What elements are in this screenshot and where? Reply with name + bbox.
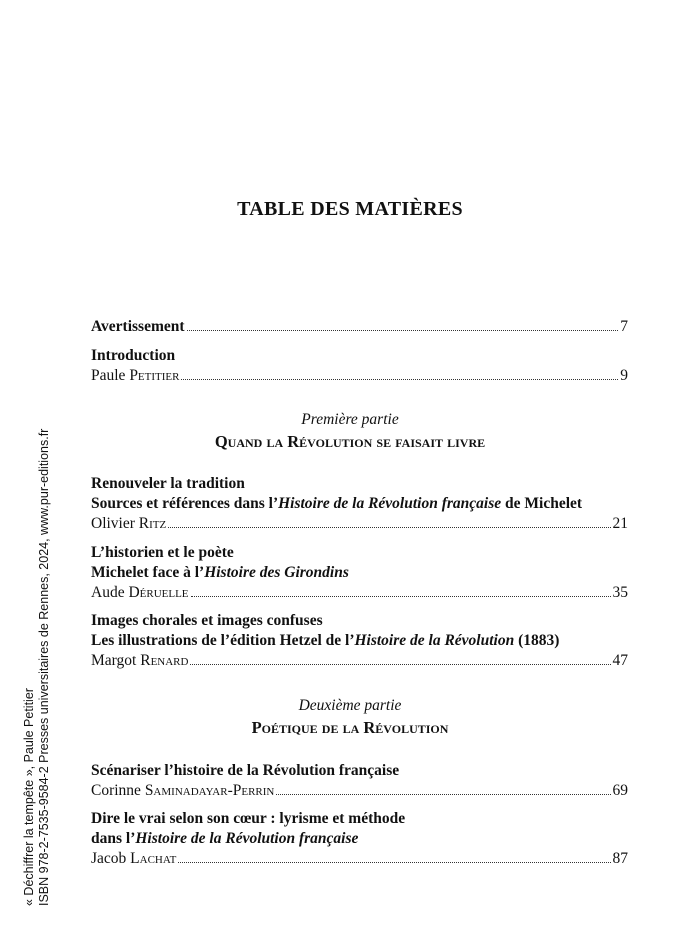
leader-dots [178,861,610,863]
page-number: 87 [612,850,628,867]
part-label: Première partie [301,411,399,428]
page-number: 21 [612,515,628,532]
page-number: 69 [612,782,628,799]
leader-dots [276,793,610,795]
part-title: Quand la Révolution se faisait livre [214,432,486,451]
part-title: Poétique de la Révolution [251,718,449,737]
leader-dots [191,595,611,597]
toc-entry-avertissement[interactable] [91,317,628,337]
toc-entry-title: Avertissement [91,318,185,335]
page-number: 7 [620,318,628,335]
toc-entry-deruelle[interactable] [91,543,628,603]
author-last: Renard [140,652,189,669]
toc-entry-title: L’historien et le poète [91,544,234,561]
toc-entry-ritz[interactable] [91,474,628,534]
author-first: Olivier [91,515,135,532]
side-citation-line1: « Déchiffrer la tempête », Paule Petitier [22,688,36,906]
side-citation-line2: ISBN 978-2-7535-9584-2 Presses universitaires de Rennes, 2024, www.pur-editions.fr [37,428,51,906]
toc-entry-subtitle: Les illustrations de l’édition Hetzel de l’Histoire de la Révolution (1883) [91,632,560,649]
author-last: Ritz [138,515,167,532]
toc-entry-title: Images chorales et images confuses [91,612,323,629]
author-first: Jacob [91,850,127,867]
author-first: Aude [91,584,125,601]
toc-entry-saminadayar[interactable] [91,761,628,801]
leader-dots [187,329,619,331]
part-label: Deuxième partie [298,697,402,714]
toc-entry-title: Renouveler la tradition [91,475,245,492]
author-first: Corinne [91,782,141,799]
author-first: Paule [91,367,126,384]
toc-entry-subtitle: Michelet face à l’Histoire des Girondins [91,564,349,581]
page-number: 35 [612,584,628,601]
author [91,583,189,603]
author-last: Déruelle [128,584,189,601]
author [91,651,188,671]
toc-entry-lachat[interactable] [91,809,628,869]
author-first: Margot [91,652,137,669]
leader-dots [181,378,618,380]
author [91,849,176,869]
author-last: Petitier [129,367,180,384]
author-last: Lachat [130,850,177,867]
page-number: 9 [620,367,628,384]
author [91,781,274,801]
toc-entry-subtitle: dans l’Histoire de la Révolution française [91,830,359,847]
author [91,514,166,534]
toc-entry-title: Introduction [91,347,176,364]
toc-entry-renard[interactable] [91,611,628,671]
part-heading-2 [0,696,700,739]
author [91,366,179,386]
author-last: Saminadayar-Perrin [144,782,275,799]
toc-entry-introduction[interactable] [91,346,628,386]
toc-entry-subtitle: Sources et références dans l’Histoire de la Révolution française de Michelet [91,495,583,512]
toc-entry-title: Dire le vrai selon son cœur : lyrisme et méthode [91,810,406,827]
toc-entry-title: Scénariser l’histoire de la Révolution française [91,762,400,779]
part-heading-1 [0,410,700,453]
side-citation [22,429,52,906]
page-title: TABLE DES MATIÈRES [237,198,463,220]
page-number: 47 [612,652,628,669]
leader-dots [190,663,610,665]
leader-dots [168,526,610,528]
